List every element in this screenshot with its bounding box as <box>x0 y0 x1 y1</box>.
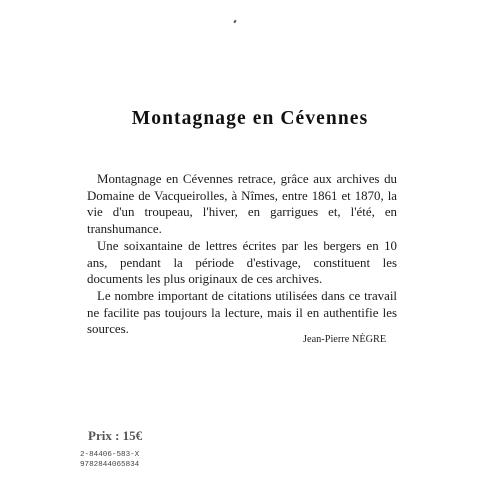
blurb-paragraph-2: Une soixantaine de lettres écrites par les bergers en 10 ans, pendant la période d'estivage, constituent les documents les plus originaux de ces archives. <box>87 238 397 287</box>
isbn-13: 9782844065834 <box>80 460 140 469</box>
blurb <box>87 171 397 338</box>
book-title: Montagnage en Cévennes <box>131 108 369 129</box>
blurb-paragraph-3: Le nombre important de citations utilisées dans ce travail ne facilite pas toujours la lecture, mais il en authentifie les sources. <box>87 288 397 337</box>
blurb-paragraph-1: Montagnage en Cévennes retrace, grâce aux archives du Domaine de Vacqueirolles, à Nîmes, entre 1861 et 1870, la vie d'un troupeau, l'hiver, en garrigues et, l'été, en transhumance. <box>87 172 397 237</box>
author-name: Jean-Pierre NÈGRE <box>303 334 387 345</box>
paper-speck <box>233 20 236 24</box>
isbn-10: 2-84406-583-X <box>80 451 140 459</box>
isbn-block <box>80 451 139 470</box>
price-label: Prix : 15€ <box>88 428 143 443</box>
